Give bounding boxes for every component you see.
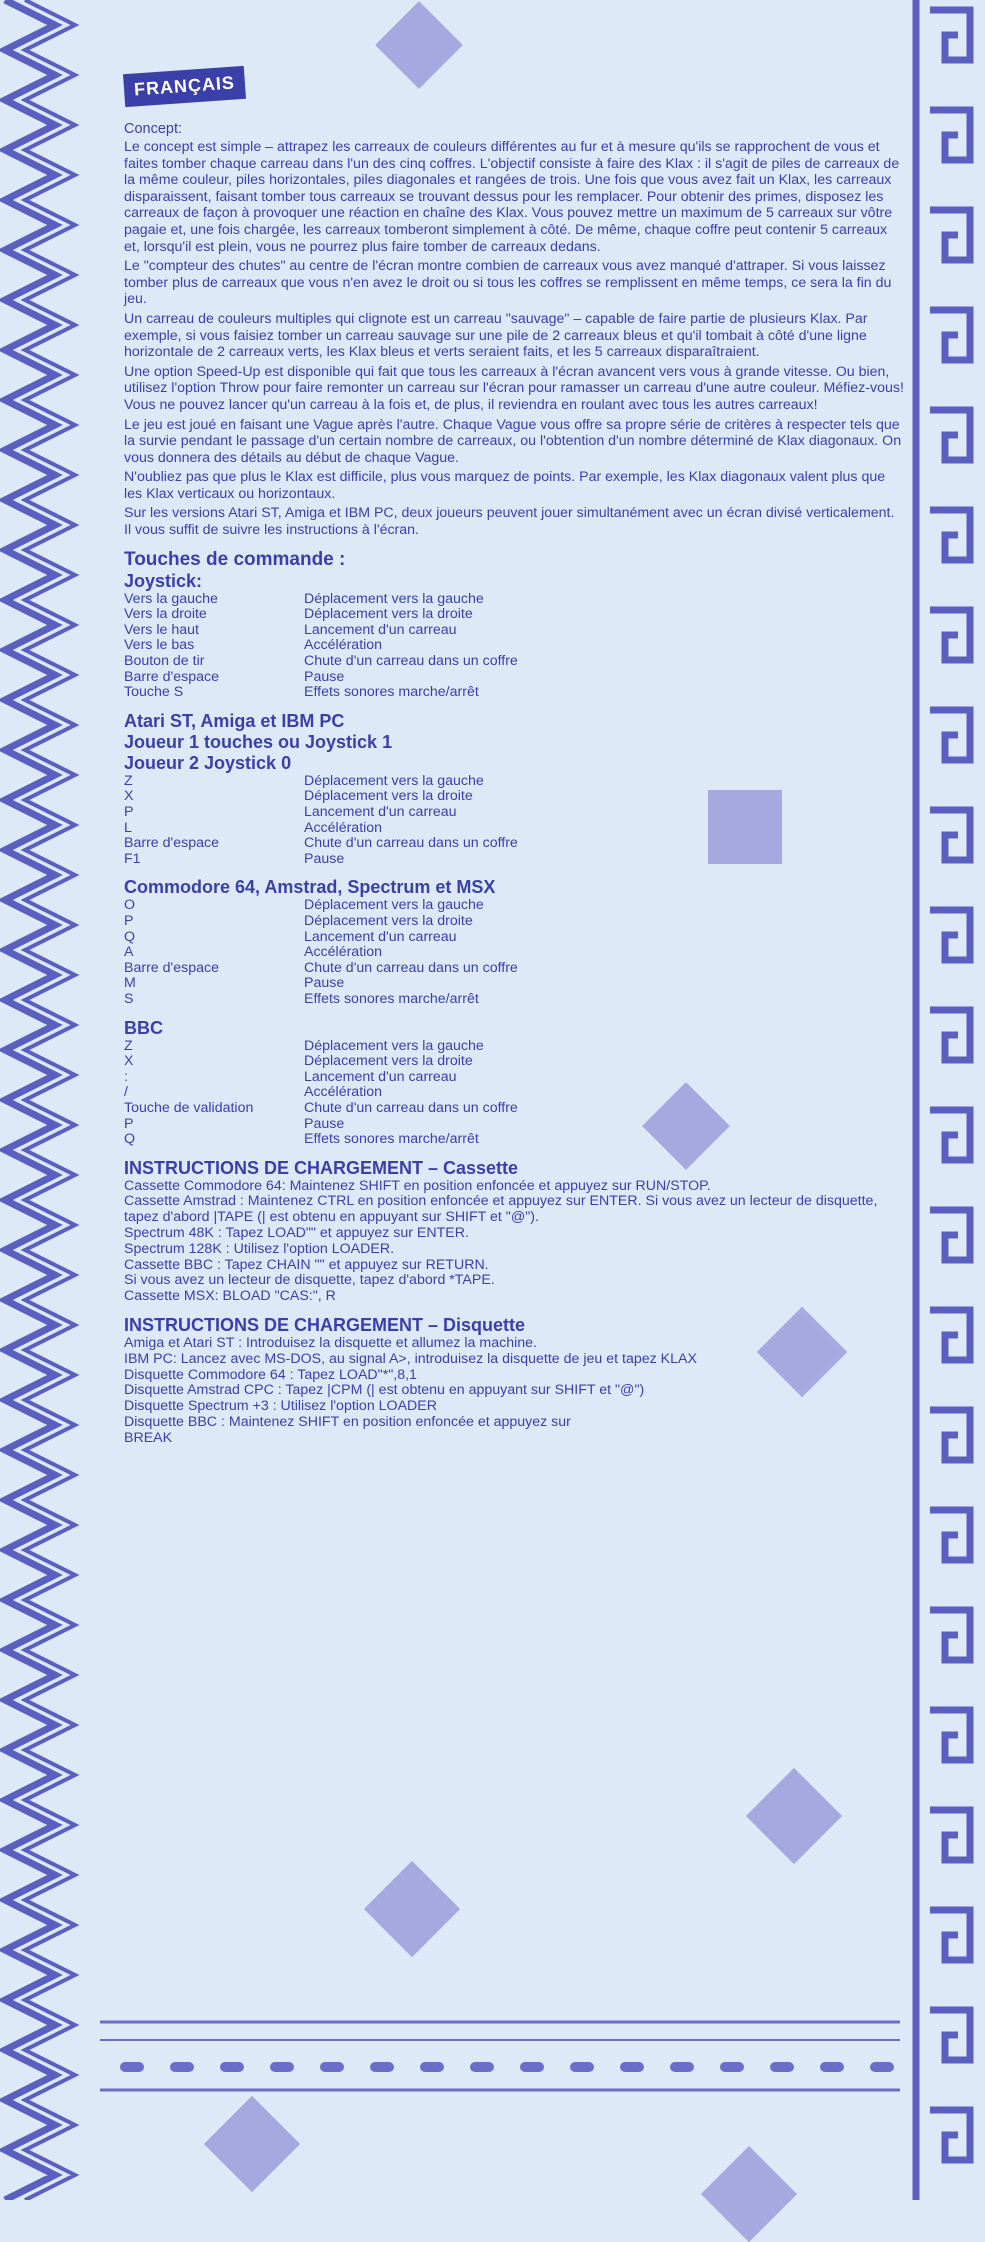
control-action: Pause xyxy=(304,850,345,867)
control-key: L xyxy=(124,819,132,836)
control-key: Z xyxy=(124,1037,133,1054)
control-key: Vers le haut xyxy=(124,621,199,638)
control-key: Barre d'espace xyxy=(124,835,219,852)
control-action: Chute d'un carreau dans un coffre xyxy=(304,959,518,976)
concept-paragraphs xyxy=(124,139,904,539)
control-row xyxy=(124,836,904,852)
control-action: Effets sonores marche/arrêt xyxy=(304,990,479,1007)
control-row xyxy=(124,1132,904,1148)
control-key: Bouton de tir xyxy=(124,653,205,670)
control-key: F1 xyxy=(124,850,141,867)
control-row xyxy=(124,1101,904,1117)
control-key: Touche S xyxy=(124,684,184,701)
loading-line: Disquette Amstrad CPC : Tapez |CPM (| est obtenu en appuyant sur SHIFT et "@") xyxy=(124,1382,645,1399)
control-action: Chute d'un carreau dans un coffre xyxy=(304,653,518,670)
joystick-heading: Joystick: xyxy=(124,570,203,591)
control-row xyxy=(124,1054,904,1070)
paragraph: Un carreau de couleurs multiples qui clignote est un carreau "sauvage" – capable de faire partie de plusieurs Klax. Par exemple, si vous faisiez tomber un carreau sauvage sur une pile de 2 carreaux bleus et qu'il tombait à côté d'une ligne horizontale de 2 carreaux verts, les Klax bleus et verts seraient faits, et les 5 carreaux disparaîtraient. xyxy=(124,310,868,361)
control-action: Pause xyxy=(304,668,345,685)
control-action: Lancement d'un carreau xyxy=(304,1068,457,1085)
control-row xyxy=(124,592,904,608)
control-key: A xyxy=(124,944,134,961)
joystick-controls xyxy=(124,592,904,701)
control-key: S xyxy=(124,990,134,1007)
right-key-pattern-border xyxy=(910,0,985,2200)
paragraph: Le jeu est joué en faisant une Vague après l'autre. Chaque Vague vous offre sa propre série de critères à respecter tels que la survie pendant le passage d'un certain nombre de carreaux, ou l'obtention d'un nombre déterminé de Klax diagonaux. On vous donnera des détails au début de chaque Vague. xyxy=(124,416,902,466)
control-key: Touche de validation xyxy=(124,1099,254,1116)
loading-line: Cassette BBC : Tapez CHAIN "" et appuyez sur RETURN. xyxy=(124,1256,489,1273)
loading-line: Spectrum 48K : Tapez LOAD"" et appuyez sur ENTER. xyxy=(124,1225,469,1242)
control-action: Lancement d'un carreau xyxy=(304,804,457,820)
control-row xyxy=(124,992,904,1008)
control-key: / xyxy=(124,1084,128,1101)
control-row xyxy=(124,852,904,868)
control-row xyxy=(124,821,904,837)
control-action: Déplacement vers la droite xyxy=(304,606,473,623)
control-row xyxy=(124,1070,904,1086)
loading-line: Amiga et Atari ST : Introduisez la disquette et allumez la machine. xyxy=(124,1335,537,1352)
control-row xyxy=(124,1085,904,1101)
control-row xyxy=(124,976,904,992)
control-row xyxy=(124,774,904,790)
loading-line: Cassette Commodore 64: Maintenez SHIFT en position enfoncée et appuyez sur RUN/STOP. xyxy=(124,1177,711,1194)
control-key: P xyxy=(124,1115,134,1132)
loading-line: Disquette BBC : Maintenez SHIFT en position enfoncée et appuyez sur BREAK xyxy=(124,1414,571,1446)
paragraph: Le "compteur des chutes" au centre de l'écran montre combien de carreaux vous avez manqué d'attraper. Si vous laissez tomber plus de carreaux que vous n'en avez le droit ou si tous les coffres se remplissent en même temps, ce sera la fin du jeu. xyxy=(124,258,892,308)
control-action: Accélération xyxy=(304,637,383,654)
control-action: Chute d'un carreau dans un coffre xyxy=(304,835,518,852)
control-key: Barre d'espace xyxy=(124,959,219,976)
atari-subheading-player1: Joueur 1 touches ou Joystick 1 xyxy=(124,731,393,752)
disk-loading-heading: INSTRUCTIONS DE CHARGEMENT – Disquette xyxy=(124,1315,526,1336)
control-action: Déplacement vers la gauche xyxy=(304,772,484,789)
control-key: Vers le bas xyxy=(124,637,195,654)
control-key: X xyxy=(124,1053,134,1070)
manual-content xyxy=(124,70,904,1447)
control-action: Lancement d'un carreau xyxy=(304,621,457,638)
control-row xyxy=(124,789,904,805)
paragraph: N'oubliez pas que plus le Klax est difficile, plus vous marquez de points. Par exemple, les Klax diagonaux valent plus que les Klax verticaux ou horizontaux. xyxy=(124,469,886,502)
decorative-diamond-lower-right xyxy=(746,1768,842,1864)
control-key: : xyxy=(124,1068,128,1085)
control-action: Pause xyxy=(304,1115,345,1132)
loading-line: Si vous avez un lecteur de disquette, tapez d'abord *TAPE. xyxy=(124,1272,495,1289)
control-action: Pause xyxy=(304,975,345,992)
control-row xyxy=(124,1117,904,1133)
control-key: Vers la gauche xyxy=(124,590,218,607)
control-action: Déplacement vers la gauche xyxy=(304,897,484,914)
control-key: P xyxy=(124,912,134,929)
commodore-heading: Commodore 64, Amstrad, Spectrum et MSX xyxy=(124,877,496,898)
control-row xyxy=(124,898,904,914)
control-row xyxy=(124,945,904,961)
control-action: Chute d'un carreau dans un coffre xyxy=(304,1099,518,1116)
control-action: Effets sonores marche/arrêt xyxy=(304,1131,479,1148)
control-row xyxy=(124,1039,904,1055)
control-row xyxy=(124,638,904,654)
decorative-diamond-lower-left xyxy=(364,1861,460,1957)
loading-line: IBM PC: Lancez avec MS-DOS, au signal A>, introduisez la disquette de jeu et tapez KLAX xyxy=(124,1350,697,1367)
loading-line: Spectrum 128K : Utilisez l'option LOADER. xyxy=(124,1240,395,1257)
control-action: Lancement d'un carreau xyxy=(304,928,457,945)
cassette-loading-instructions xyxy=(124,1179,904,1305)
loading-line: Disquette Spectrum +3 : Utilisez l'option LOADER xyxy=(124,1398,437,1415)
loading-line: Disquette Commodore 64 : Tapez LOAD"*",8,1 xyxy=(124,1366,417,1383)
loading-line: Cassette MSX: BLOAD "CAS:", R xyxy=(124,1288,336,1305)
control-row xyxy=(124,654,904,670)
commodore-controls xyxy=(124,898,904,1007)
left-zigzag-border xyxy=(0,0,80,2200)
control-key: M xyxy=(124,975,136,992)
atari-controls xyxy=(124,774,904,868)
loading-line: Cassette Amstrad : Maintenez CTRL en position enfoncée et appuyez sur ENTER. Si vous avez un lecteur de disquette, tapez d'abord |TAPE (| est obtenu en appuyant sur SHIFT et "@"). xyxy=(124,1193,878,1226)
paragraph: Sur les versions Atari ST, Amiga et IBM PC, deux joueurs peuvent jouer simultanément avec un écran divisé verticalement. Il vous suffit de suivre les instructions à l'écran. xyxy=(124,505,895,539)
control-action: Déplacement vers la droite xyxy=(304,1053,473,1070)
paragraph: Le concept est simple – attrapez les carreaux de couleurs différentes au fur et à mesure qu'ils se rapprochent de vous et faites tomber chaque carreau dans l'un des cinq coffres. L'objectif consiste à faire des Klax : il s'agit de piles de carreaux de la même couleur, piles horizontales, piles diagonales et rangées de trois. Une fois que vous avez fait un Klax, les carreaux disparaissent, faisant tomber tous carreaux se trouvant dessus pour les remplacer. Pour obtenir des primes, disposez les carreaux de façon à provoquer une réaction en chaîne des Klax. Vous pouvez mettre un maximum de 5 carreaux sur vôtre pagaie et, une fois chargée, les carreaux tomberont simplement à côté. De même, chaque coffre peut contenir 5 carreaux et, lorsqu'il est plein, vous ne pourrez plus faire tomber de carreaux dedans. xyxy=(124,139,900,255)
control-row xyxy=(124,607,904,623)
concept-label: Concept: xyxy=(124,121,183,137)
disk-loading-instructions xyxy=(124,1336,904,1447)
control-action: Déplacement vers la droite xyxy=(304,912,473,929)
control-row xyxy=(124,623,904,639)
control-action: Déplacement vers la gauche xyxy=(304,590,484,607)
control-key: Z xyxy=(124,772,133,789)
controls-heading: Touches de commande : xyxy=(124,548,346,570)
control-row xyxy=(124,685,904,701)
cassette-loading-heading: INSTRUCTIONS DE CHARGEMENT – Cassette xyxy=(124,1157,519,1178)
control-row xyxy=(124,805,904,821)
paragraph: Une option Speed-Up est disponible qui fait que tous les carreaux à l'écran avancent vers vous à grande vitesse. Ou bien, utilisez l'option Throw pour faire remonter un carreau sur l'écran pour ramasser un carreau d'une autre couleur. Méfiez-vous! Vous ne pouvez lancer qu'un carreau à la fois et, de plus, il reviendra en roulant avec tous les autres carreaux! xyxy=(124,363,904,413)
control-row xyxy=(124,914,904,930)
decorative-diamond-bottom-right xyxy=(701,2146,797,2242)
atari-heading: Atari ST, Amiga et IBM PC xyxy=(124,710,345,731)
control-key: X xyxy=(124,788,134,805)
control-key: O xyxy=(124,897,136,914)
bbc-controls xyxy=(124,1039,904,1148)
control-key: Q xyxy=(124,1131,136,1148)
control-action: Accélération xyxy=(304,819,383,836)
control-key: Q xyxy=(124,928,136,945)
decorative-diamond-bottom-left xyxy=(204,2096,300,2192)
control-key: Barre d'espace xyxy=(124,668,219,685)
control-key: P xyxy=(124,804,134,820)
control-action: Accélération xyxy=(304,1084,383,1101)
control-row xyxy=(124,670,904,686)
atari-subheading-player2: Joueur 2 Joystick 0 xyxy=(124,752,292,773)
control-key: Vers la droite xyxy=(124,606,207,623)
bbc-heading: BBC xyxy=(124,1017,163,1038)
control-action: Déplacement vers la droite xyxy=(304,788,473,805)
control-action: Accélération xyxy=(304,944,383,961)
language-badge: FRANÇAIS xyxy=(123,66,246,107)
control-row xyxy=(124,930,904,946)
control-row xyxy=(124,961,904,977)
bottom-decorative-strip xyxy=(100,2000,900,2110)
control-action: Effets sonores marche/arrêt xyxy=(304,684,479,701)
control-action: Déplacement vers la gauche xyxy=(304,1037,484,1054)
